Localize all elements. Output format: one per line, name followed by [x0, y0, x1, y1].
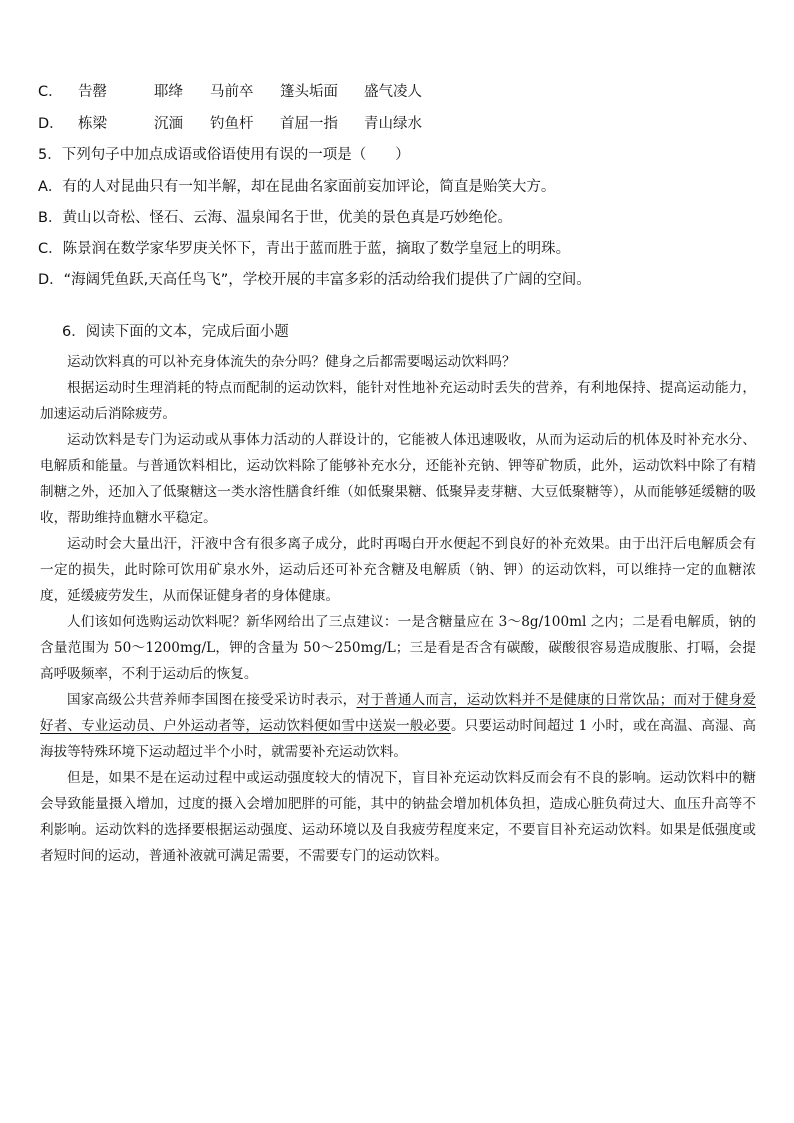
reading-passage: [40, 349, 756, 869]
q5-option-c: C．陈景润在数学家华罗庚关怀下，青出于蓝而胜于蓝，摘取了数学皇冠上的明珠。: [38, 241, 571, 257]
q5-option-a: A．有的人对昆曲只有一知半解，却在昆曲名家面前妄加评论，简直是贻笑大方。: [38, 179, 556, 195]
passage-paragraph: [40, 687, 756, 765]
option-word: 钓鱼杆: [210, 116, 254, 132]
q5-stem: 5．下列句子中加点成语或俗语使用有误的一项是（ ）: [38, 147, 410, 163]
option-word: 青山绿水: [364, 116, 422, 132]
q4-option-c: [38, 82, 764, 102]
passage-paragraph: 但是，如果不是在运动过程中或运动强度较大的情况下，盲目补充运动饮料反而会有不良的影响。运动饮料中的糖会导致能量摄入增加，过度的摄入会增加肥胖的可能，其中的钠盐会增加机体负担，造成心脏负荷过大、血压升高等不利影响。运动饮料的选择要根据运动强度、运动环境以及自我疲劳程度来定，不要盲目补充运动饮料。如果是低强度或者短时间的运动，普通补液就可满足需要，不需要专门的运动饮料。: [40, 770, 756, 864]
option-word: 首屈一指: [280, 116, 338, 132]
q5-option-b: B．黄山以奇松、怪石、云海、温泉闻名于世，优美的景色真是巧妙绝伦。: [38, 210, 512, 226]
passage-text: 国家高级公共营养师李国图在接受采访时表示，: [67, 692, 357, 708]
option-label: C．: [38, 84, 63, 100]
option-word: 告罄: [78, 84, 107, 100]
passage-paragraph: 运动饮料是专门为运动或从事体力活动的人群设计的，它能被人体迅速吸收，从而为运动后的机体及时补充水分、电解质和能量。与普通饮料相比，运动饮料除了能够补充水分，还能补充钠、钾等矿物质，此外，运动饮料中除了有精制糖之外，还加入了低聚糖这一类水溶性膳食纤维（如低聚果糖、低聚异麦芽糖、大豆低聚糖等），从而能够延缓糖的吸收，帮助维持血糖水平稳定。: [40, 432, 756, 526]
option-word: 耶绛: [154, 84, 183, 100]
q5-option-d: D．“海阔凭鱼跃,天高任鸟飞”，学校开展的丰富多彩的活动给我们提供了广阔的空间。: [38, 272, 591, 288]
passage-paragraph: 人们该如何选购运动饮料呢？新华网给出了三点建议：一是含糖量应在 3～8g/100ml 之内；二是看电解质，钠的含量范围为 50～1200mg/L，钾的含量为 50～250mg/L；三是看是否含有碳酸，碳酸很容易造成腹胀、打嗝，会提高呼吸频率，不利于运动后的恢复。: [40, 614, 756, 682]
option-word: 沉湎: [154, 116, 183, 132]
passage-paragraph: 运动饮料真的可以补充身体流失的杂分吗？健身之后都需要喝运动饮料吗？: [67, 354, 516, 370]
passage-paragraph: 根据运动时生理消耗的特点而配制的运动饮料，能针对性地补充运动时丢失的营养，有利地保持、提高运动能力，加速运动后消除疲劳。: [40, 380, 756, 422]
passage-paragraph: 运动时会大量出汗，汗液中含有很多离子成分，此时再喝白开水便起不到良好的补充效果。由于出汗后电解质会有一定的损失，此时除可饮用矿泉水外，运动后还可补充含糖及电解质（钠、钾）的运动饮料，可以维持一定的血糖浓度，延缓疲劳发生，从而保证健身者的身体健康。: [40, 536, 756, 604]
q4-option-d: [38, 114, 764, 134]
passage-text: 。只要运动时间超过 1 小时，或在高温、高湿、高海拔等特殊环境下运动超过半个小时，就需要补充运动饮料。: [40, 718, 757, 760]
option-word: 盛气凌人: [364, 84, 422, 100]
option-label: D．: [38, 116, 64, 132]
q6-stem: 6．阅读下面的文本，完成后面小题: [62, 324, 289, 340]
underlined-sentence: 对于普通人而言，运动饮料并不是健康的日常饮品；而对于健身爱好者、专业运动员、户外运动者等，运动饮料便如雪中送炭一般必要: [40, 692, 757, 734]
option-word: 篷头垢面: [280, 84, 338, 100]
option-word: 马前卒: [210, 84, 254, 100]
option-word: 栋梁: [78, 116, 107, 132]
